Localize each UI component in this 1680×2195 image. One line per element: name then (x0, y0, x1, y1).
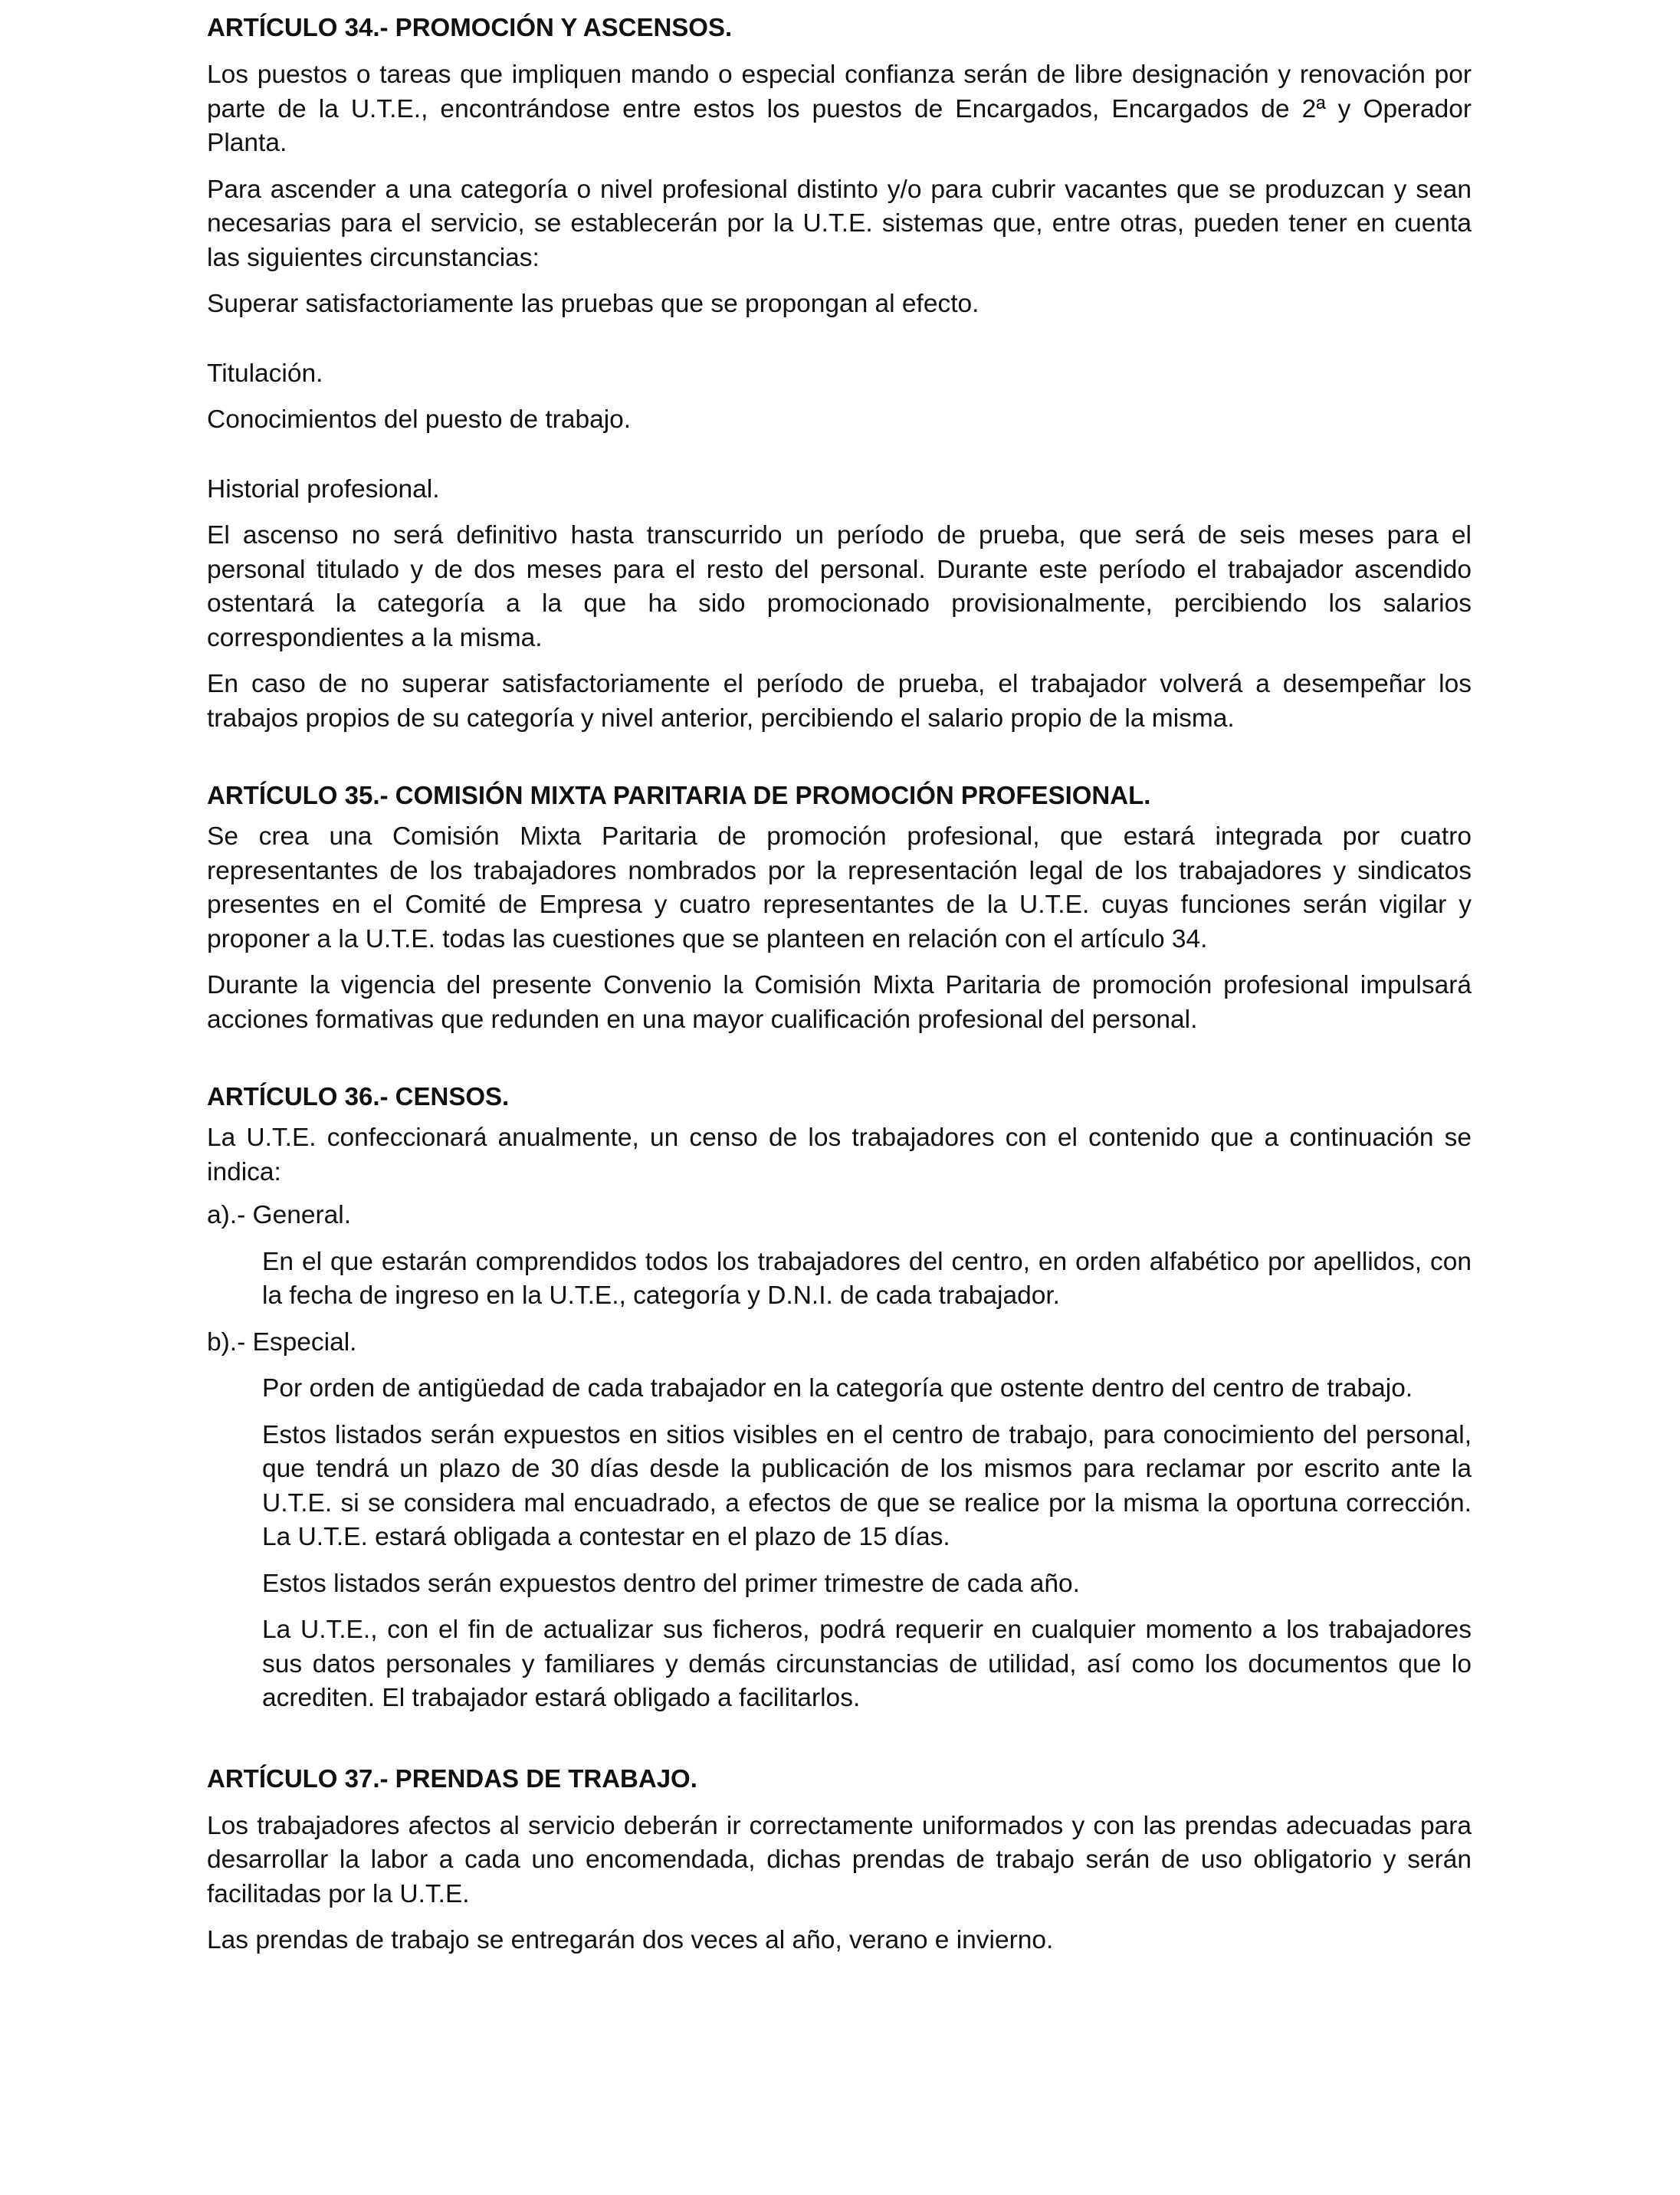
article-34-title: ARTÍCULO 34.- PROMOCIÓN Y ASCENSOS. (207, 13, 733, 41)
article-37-title: ARTÍCULO 37.- PRENDAS DE TRABAJO. (207, 1764, 697, 1793)
article-35-paragraph: Durante la vigencia del presente Convenio la Comisión Mixta Paritaria de promoción profesional impulsará acciones formativas que redunden en una mayor cualificación profesional del personal. (207, 971, 1472, 1034)
article-34-list-item: Historial profesional. (207, 474, 440, 504)
article-36-section-label: a).- General. (207, 1201, 352, 1229)
article-36-paragraph: Estos listados serán expuestos en sitios visibles en el centro de trabajo, para conocimiento del personal, que tendrá un plazo de 30 días desde la publicación de los mismos para reclamar por escrito ante la U.T.E. si se considera mal encuadrado, a efectos de que se realice por la misma la oportuna corrección. La U.T.E. estará obligada a contestar en el plazo de 15 días. (262, 1420, 1472, 1551)
article-36-paragraph: Estos listados serán expuestos dentro del primer trimestre de cada año. (262, 1569, 1080, 1598)
article-34-list-item: Titulación. (207, 359, 323, 388)
article-36-title: ARTÍCULO 36.- CENSOS. (207, 1082, 510, 1111)
article-35-title: ARTÍCULO 35.- COMISIÓN MIXTA PARITARIA DE PROMOCIÓN PROFESIONAL. (207, 781, 1151, 809)
article-37-paragraph: Las prendas de trabajo se entregarán dos veces al año, verano e invierno. (207, 1926, 1054, 1954)
article-34-paragraph: Para ascender a una categoría o nivel profesional distinto y/o para cubrir vacantes que se produzcan y sean necesarias para el servicio, se establecerán por la U.T.E. sistemas que, entre otras, pueden tener en cuenta las siguientes circunstancias: (207, 175, 1472, 272)
article-36-paragraph: Por orden de antigüedad de cada trabajador en la categoría que ostente dentro del centro de trabajo. (262, 1374, 1413, 1403)
article-35-paragraph: Se crea una Comisión Mixta Paritaria de promoción profesional, que estará integrada por cuatro representantes de los trabajadores nombrados por la representación legal de los trabajadores y sindicatos presentes en el Comité de Empresa y cuatro representantes de la U.T.E. cuyas funciones serán vigilar y proponer a la U.T.E. todas las cuestiones que se planteen en relación con el artículo 34. (207, 822, 1472, 953)
article-36-section-label: b).- Especial. (207, 1327, 357, 1357)
article-34-list-item: Conocimientos del puesto de trabajo. (207, 405, 632, 434)
document-page (207, 11, 1472, 1958)
article-36-paragraph: La U.T.E. confeccionará anualmente, un censo de los trabajadores con el contenido que a continuación se indica: (207, 1124, 1472, 1186)
article-36-paragraph: La U.T.E., con el fin de actualizar sus ficheros, podrá requerir en cualquier momento a los trabajadores sus datos personales y familiares y demás circunstancias de utilidad, así como los documentos que lo acrediten. El trabajador estará obligado a facilitarlos. (262, 1616, 1472, 1712)
article-34-paragraph: El ascenso no será definitivo hasta transcurrido un período de prueba, que será de seis meses para el personal titulado y de dos meses para el resto del personal. Durante este período el trabajador ascendido ostentará la categoría a la que ha sido promocionado provisionalmente, percibiendo los salarios correspondientes a la misma. (207, 521, 1472, 652)
article-34-paragraph: En caso de no superar satisfactoriamente el período de prueba, el trabajador volverá a desempeñar los trabajos propios de su categoría y nivel anterior, percibiendo el salario propio de la misma. (207, 670, 1472, 733)
article-34-paragraph: Superar satisfactoriamente las pruebas que se propongan al efecto. (207, 290, 979, 318)
article-37-paragraph: Los trabajadores afectos al servicio deberán ir correctamente uniformados y con las prendas adecuadas para desarrollar la labor a cada uno encomendada, dichas prendas de trabajo serán de uso obligatorio y serán facilitadas por la U.T.E. (207, 1811, 1472, 1908)
article-34-paragraph: Los puestos o tareas que impliquen mando o especial confianza serán de libre designación y renovación por parte de la U.T.E., encontrándose entre estos los puestos de Encargados, Encargados de 2ª y Operador Planta. (207, 61, 1472, 157)
article-36-paragraph: En el que estarán comprendidos todos los trabajadores del centro, en orden alfabético por apellidos, con la fecha de ingreso en la U.T.E., categoría y D.N.I. de cada trabajador. (262, 1247, 1472, 1310)
